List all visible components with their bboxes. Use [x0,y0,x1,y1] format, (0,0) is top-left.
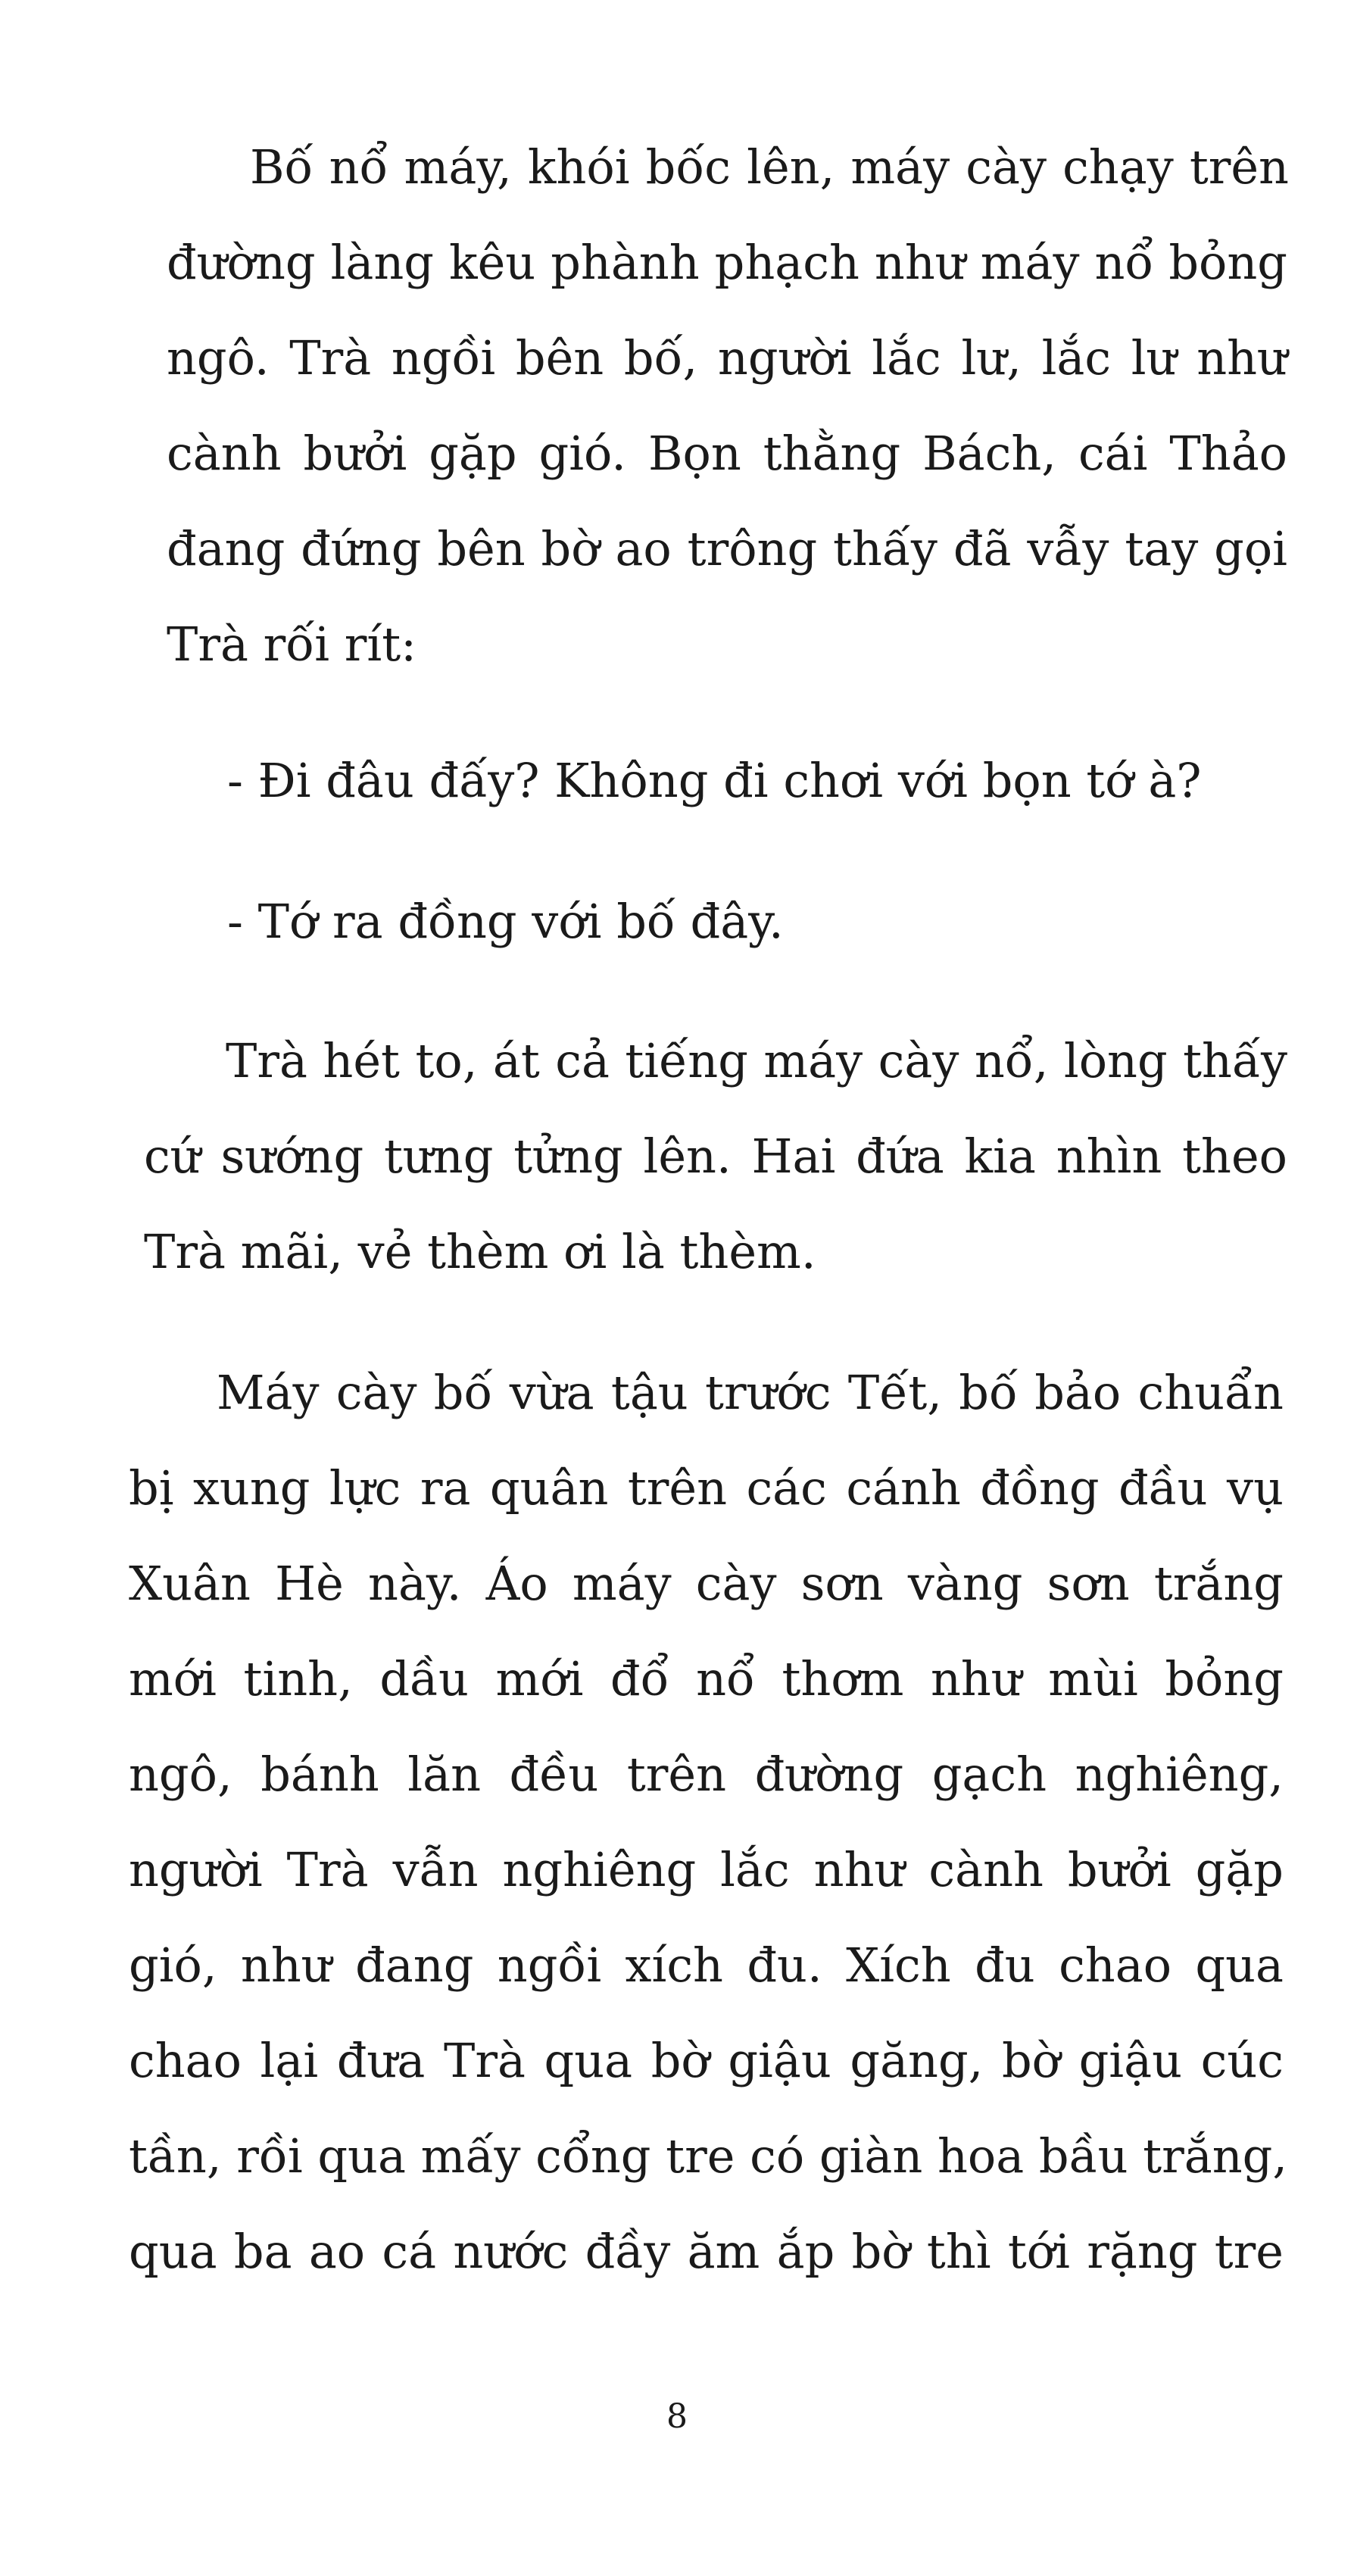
text-line: bị xung lực ra quân trên các cánh đồng đầu vụ [129,1460,1284,1516]
text-line: Bố nổ máy, khói bốc lên, máy cày chạy trên [250,139,1289,195]
text-line: người Trà vẫn nghiêng lắc như cành bưởi gặp [129,1842,1284,1897]
text-line: Trà mãi, vẻ thèm ơi là thèm. [144,1224,816,1279]
text-line: qua ba ao cá nước đầy ăm ắp bờ thì tới rặng tre [129,2224,1284,2279]
text-line: gió, như đang ngồi xích đu. Xích đu chao qua [129,1937,1284,1993]
text-line: tần, rồi qua mấy cổng tre có giàn hoa bầu trắng, [129,2128,1288,2184]
text-line: cứ sướng tưng tửng lên. Hai đứa kia nhìn theo [144,1129,1287,1184]
dialogue-line-1: - Đi đâu đấy? Không đi chơi với bọn tớ à? [227,753,1202,808]
text-line: ngô, bánh lăn đều trên đường gạch nghiêng, [129,1747,1284,1802]
dialogue-line-2: - Tớ ra đồng với bố đây. [227,894,784,949]
text-line: mới tinh, dầu mới đổ nổ thơm như mùi bỏng [129,1651,1284,1706]
text-line: chao lại đưa Trà qua bờ giậu găng, bờ giậu cúc [129,2033,1284,2088]
text-line: cành bưởi gặp gió. Bọn thằng Bách, cái Thảo [167,426,1287,481]
text-line: đường làng kêu phành phạch như máy nổ bỏng [167,235,1287,290]
text-line: Trà hét to, át cả tiếng máy cày nổ, lòng thấy [226,1033,1287,1088]
text-line: ngô. Trà ngồi bên bố, người lắc lư, lắc lư như [167,330,1287,386]
text-line: Xuân Hè này. Áo máy cày sơn vàng sơn trắng [129,1556,1284,1611]
text-line: Trà rối rít: [167,617,417,672]
text-line: Máy cày bố vừa tậu trước Tết, bố bảo chuẩn [217,1365,1284,1420]
text-line: đang đứng bên bờ ao trông thấy đã vẫy tay gọi [167,521,1287,576]
page-number: 8 [666,2397,688,2436]
